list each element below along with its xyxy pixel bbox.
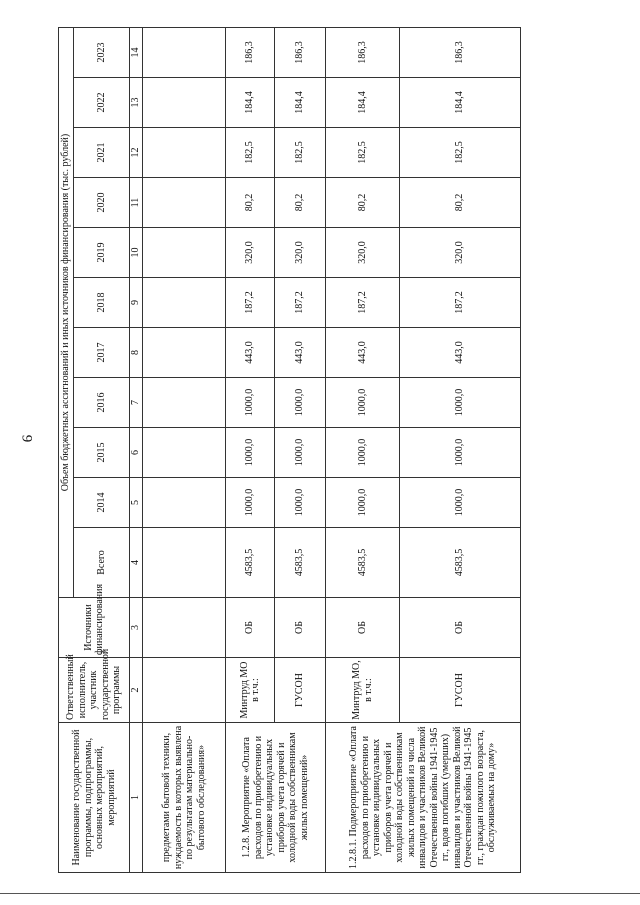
row-value: 320,0: [400, 228, 521, 278]
column-number: 5: [130, 478, 143, 528]
financing-table: [58, 27, 521, 873]
row-value: 1000,0: [400, 478, 521, 528]
row-value: 182,5: [275, 128, 326, 178]
header-year: 2016: [74, 378, 130, 428]
cell-empty: [143, 78, 226, 128]
cell-empty: [143, 28, 226, 78]
row-value: 80,2: [400, 178, 521, 228]
row-value: 1000,0: [400, 428, 521, 478]
row-value: 186,3: [326, 28, 400, 78]
row-value: 186,3: [400, 28, 521, 78]
row-value: 184,4: [275, 78, 326, 128]
column-number: 8: [130, 328, 143, 378]
row-value: 186,3: [275, 28, 326, 78]
header-year: 2014: [74, 478, 130, 528]
header-year: 2021: [74, 128, 130, 178]
row-total: 4583,5: [226, 528, 275, 598]
row-value: 184,4: [326, 78, 400, 128]
cell-empty: [143, 598, 226, 658]
row-source: ОБ: [400, 598, 521, 658]
row-executor: Минтруд МО в т.ч.:: [226, 658, 275, 723]
row-value: 1000,0: [275, 378, 326, 428]
column-number: 3: [130, 598, 143, 658]
cell-empty: [143, 658, 226, 723]
row-value: 320,0: [226, 228, 275, 278]
row-value: 80,2: [226, 178, 275, 228]
cell-empty: [143, 178, 226, 228]
row-value: 443,0: [326, 328, 400, 378]
page-number: 9: [18, 434, 35, 443]
column-number: 7: [130, 378, 143, 428]
cell-empty: [143, 528, 226, 598]
row-total: 4583,5: [275, 528, 326, 598]
row-value: 1000,0: [226, 478, 275, 528]
header-year: 2020: [74, 178, 130, 228]
row-value: 187,2: [275, 278, 326, 328]
row-total: 4583,5: [400, 528, 521, 598]
row-value: 186,3: [226, 28, 275, 78]
row-value: 80,2: [326, 178, 400, 228]
header-year: 2023: [74, 28, 130, 78]
header-year: 2018: [74, 278, 130, 328]
table-row: [226, 28, 275, 873]
header-year: 2019: [74, 228, 130, 278]
row-name-continuation: предметами бытовой техники, нуждаемость в которых выявлена по результатам материально-бытового обследования»: [143, 723, 226, 873]
cell-empty: [143, 478, 226, 528]
row-value: 1000,0: [326, 478, 400, 528]
cell-empty: [143, 128, 226, 178]
header-year: 2015: [74, 428, 130, 478]
cell-empty: [143, 428, 226, 478]
cell-empty: [143, 328, 226, 378]
column-number: 4: [130, 528, 143, 598]
row-value: 1000,0: [226, 428, 275, 478]
cell-empty: [143, 228, 226, 278]
column-number: 2: [130, 658, 143, 723]
row-executor: Минтруд МО, в т.ч.:: [326, 658, 400, 723]
row-source: ОБ: [275, 598, 326, 658]
table-row: [326, 28, 400, 873]
row-value: 443,0: [400, 328, 521, 378]
row-value: 80,2: [275, 178, 326, 228]
row-value: 187,2: [326, 278, 400, 328]
bottom-rule: [0, 893, 640, 894]
header-source: Источники финансирования: [59, 598, 130, 658]
cell-empty: [143, 278, 226, 328]
row-value: 182,5: [400, 128, 521, 178]
header-name: Наименование государственной программы, подпрограммы, основных мероприятий, мероприятий: [59, 723, 130, 873]
row-value: 184,4: [400, 78, 521, 128]
header-total: Всего: [74, 528, 130, 598]
column-number: 9: [130, 278, 143, 328]
row-value: 184,4: [226, 78, 275, 128]
row-value: 182,5: [326, 128, 400, 178]
cell-empty: [143, 378, 226, 428]
row-value: 1000,0: [326, 378, 400, 428]
column-number: 10: [130, 228, 143, 278]
column-number: 12: [130, 128, 143, 178]
row-value: 1000,0: [400, 378, 521, 428]
column-number: 14: [130, 28, 143, 78]
row-executor: ГУСОН: [275, 658, 326, 723]
row-name: 1.2.8. Мероприятие «Оплата расходов по приобретению и установке индивидуальных приборов учета горячей и холодной воды собственникам жилых помещений»: [226, 723, 326, 873]
column-number: 6: [130, 428, 143, 478]
row-value: 320,0: [275, 228, 326, 278]
header-executor: Ответственный исполнитель, участник государственной программы: [59, 658, 130, 723]
row-value: 443,0: [226, 328, 275, 378]
row-source: ОБ: [326, 598, 400, 658]
row-value: 1000,0: [326, 428, 400, 478]
rotated-sheet: [58, 28, 613, 873]
row-value: 187,2: [226, 278, 275, 328]
row-value: 1000,0: [226, 378, 275, 428]
row-value: 1000,0: [275, 428, 326, 478]
row-source: ОБ: [226, 598, 275, 658]
row-value: 1000,0: [275, 478, 326, 528]
header-year: 2022: [74, 78, 130, 128]
column-number: 13: [130, 78, 143, 128]
row-value: 443,0: [275, 328, 326, 378]
row-total: 4583,5: [326, 528, 400, 598]
header-volume: Объем бюджетных ассигнований и иных источников финансирования (тыс. рублей): [59, 28, 74, 598]
rotated-table-container: [58, 28, 613, 873]
table-row: [143, 28, 226, 873]
row-executor: ГУСОН: [400, 658, 521, 723]
row-value: 320,0: [326, 228, 400, 278]
row-name: 1.2.8.1. Подмероприятие «Оплата расходов по приобретению и установке индивидуальных приборов учета горячей и холодной воды собственникам жилых помещений из числа инвалидов и участников Великой Отечественной войны 1941-1945 гг., вдов погибших (умерших) инвалидов и участников Великой Отечественной войны 1941-1945 гг., граждан пожилого возраста, обслуживаемых на дому»: [326, 723, 521, 873]
row-value: 187,2: [400, 278, 521, 328]
column-number: 11: [130, 178, 143, 228]
header-year: 2017: [74, 328, 130, 378]
row-value: 182,5: [226, 128, 275, 178]
column-number: 1: [130, 723, 143, 873]
